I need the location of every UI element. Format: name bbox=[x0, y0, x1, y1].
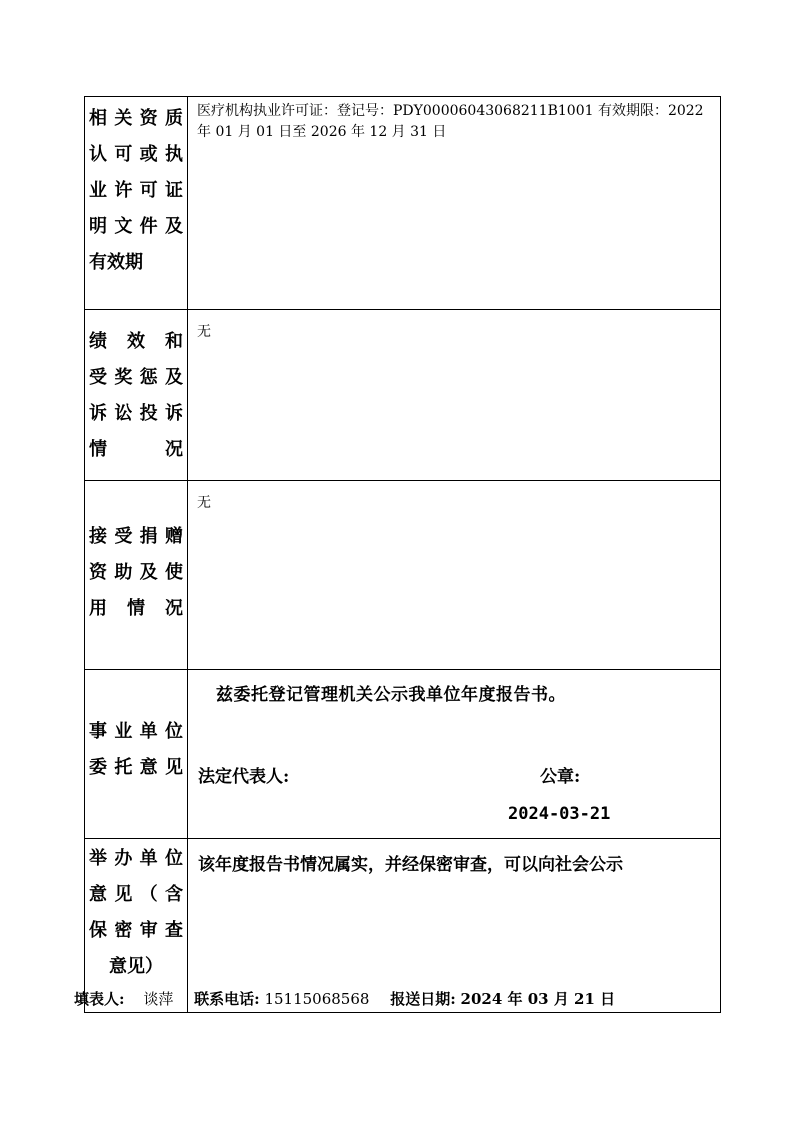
label-line: 意见（含 bbox=[89, 884, 183, 905]
label-line: 业许可证 bbox=[89, 180, 183, 201]
submit-date-value: 2024 年 03 月 21 日 bbox=[460, 990, 616, 1008]
organizer-row bbox=[85, 839, 721, 1013]
label-line: 用 情 况 bbox=[89, 598, 183, 619]
performance-content: 无 bbox=[188, 310, 721, 481]
label-line: 受奖惩及 bbox=[89, 367, 183, 388]
qualification-label bbox=[85, 97, 188, 310]
entrustment-label bbox=[85, 670, 188, 839]
organizer-label bbox=[85, 839, 188, 1013]
label-line: 情 况 bbox=[89, 439, 183, 460]
entrustment-content bbox=[188, 670, 721, 839]
entrustment-date: 2024-03-21 bbox=[508, 804, 611, 824]
label-line: 举办单位 bbox=[89, 848, 183, 869]
label-line: 明文件及 bbox=[89, 216, 183, 237]
entrustment-row bbox=[85, 670, 721, 839]
label-line: 保密审查 bbox=[89, 920, 183, 941]
label-line: 相关资质 bbox=[89, 108, 183, 129]
legal-representative-label: 法定代表人: bbox=[198, 767, 290, 787]
performance-row bbox=[85, 310, 721, 481]
qualification-content: 医疗机构执业许可证：登记号：PDY00006043068211B1001 有效期限：2022 年 01 月 01 日至 2026 年 12 月 31 日 bbox=[188, 97, 721, 310]
submit-date-label: 报送日期: bbox=[390, 990, 456, 1008]
qualification-row bbox=[85, 97, 721, 310]
label-line: 意见） bbox=[109, 956, 163, 977]
entrustment-statement: 兹委托登记管理机关公示我单位年度报告书。 bbox=[216, 685, 566, 705]
filler-value: 谈萍 bbox=[143, 990, 174, 1008]
label-line: 委托意见 bbox=[89, 757, 183, 778]
annual-report-form-table bbox=[84, 96, 721, 1013]
label-line: 诉讼投诉 bbox=[89, 403, 183, 424]
filler-label: 填表人: bbox=[74, 990, 125, 1008]
phone-label: 联系电话: bbox=[194, 990, 260, 1008]
organizer-content: 该年度报告书情况属实，并经保密审查，可以向社会公示 bbox=[188, 839, 721, 1013]
form-footer bbox=[74, 988, 631, 1009]
performance-label bbox=[85, 310, 188, 481]
donation-content: 无 bbox=[188, 481, 721, 670]
label-line: 绩 效 和 bbox=[89, 331, 183, 352]
donation-label bbox=[85, 481, 188, 670]
label-line: 资助及使 bbox=[89, 562, 183, 583]
phone-value: 15115068568 bbox=[264, 990, 370, 1008]
label-line: 接受捐赠 bbox=[89, 526, 183, 547]
label-line: 认可或执 bbox=[89, 144, 183, 165]
label-line: 事业单位 bbox=[89, 721, 183, 742]
label-line: 有效期 bbox=[89, 252, 143, 273]
donation-row bbox=[85, 481, 721, 670]
official-seal-label: 公章: bbox=[540, 767, 581, 787]
